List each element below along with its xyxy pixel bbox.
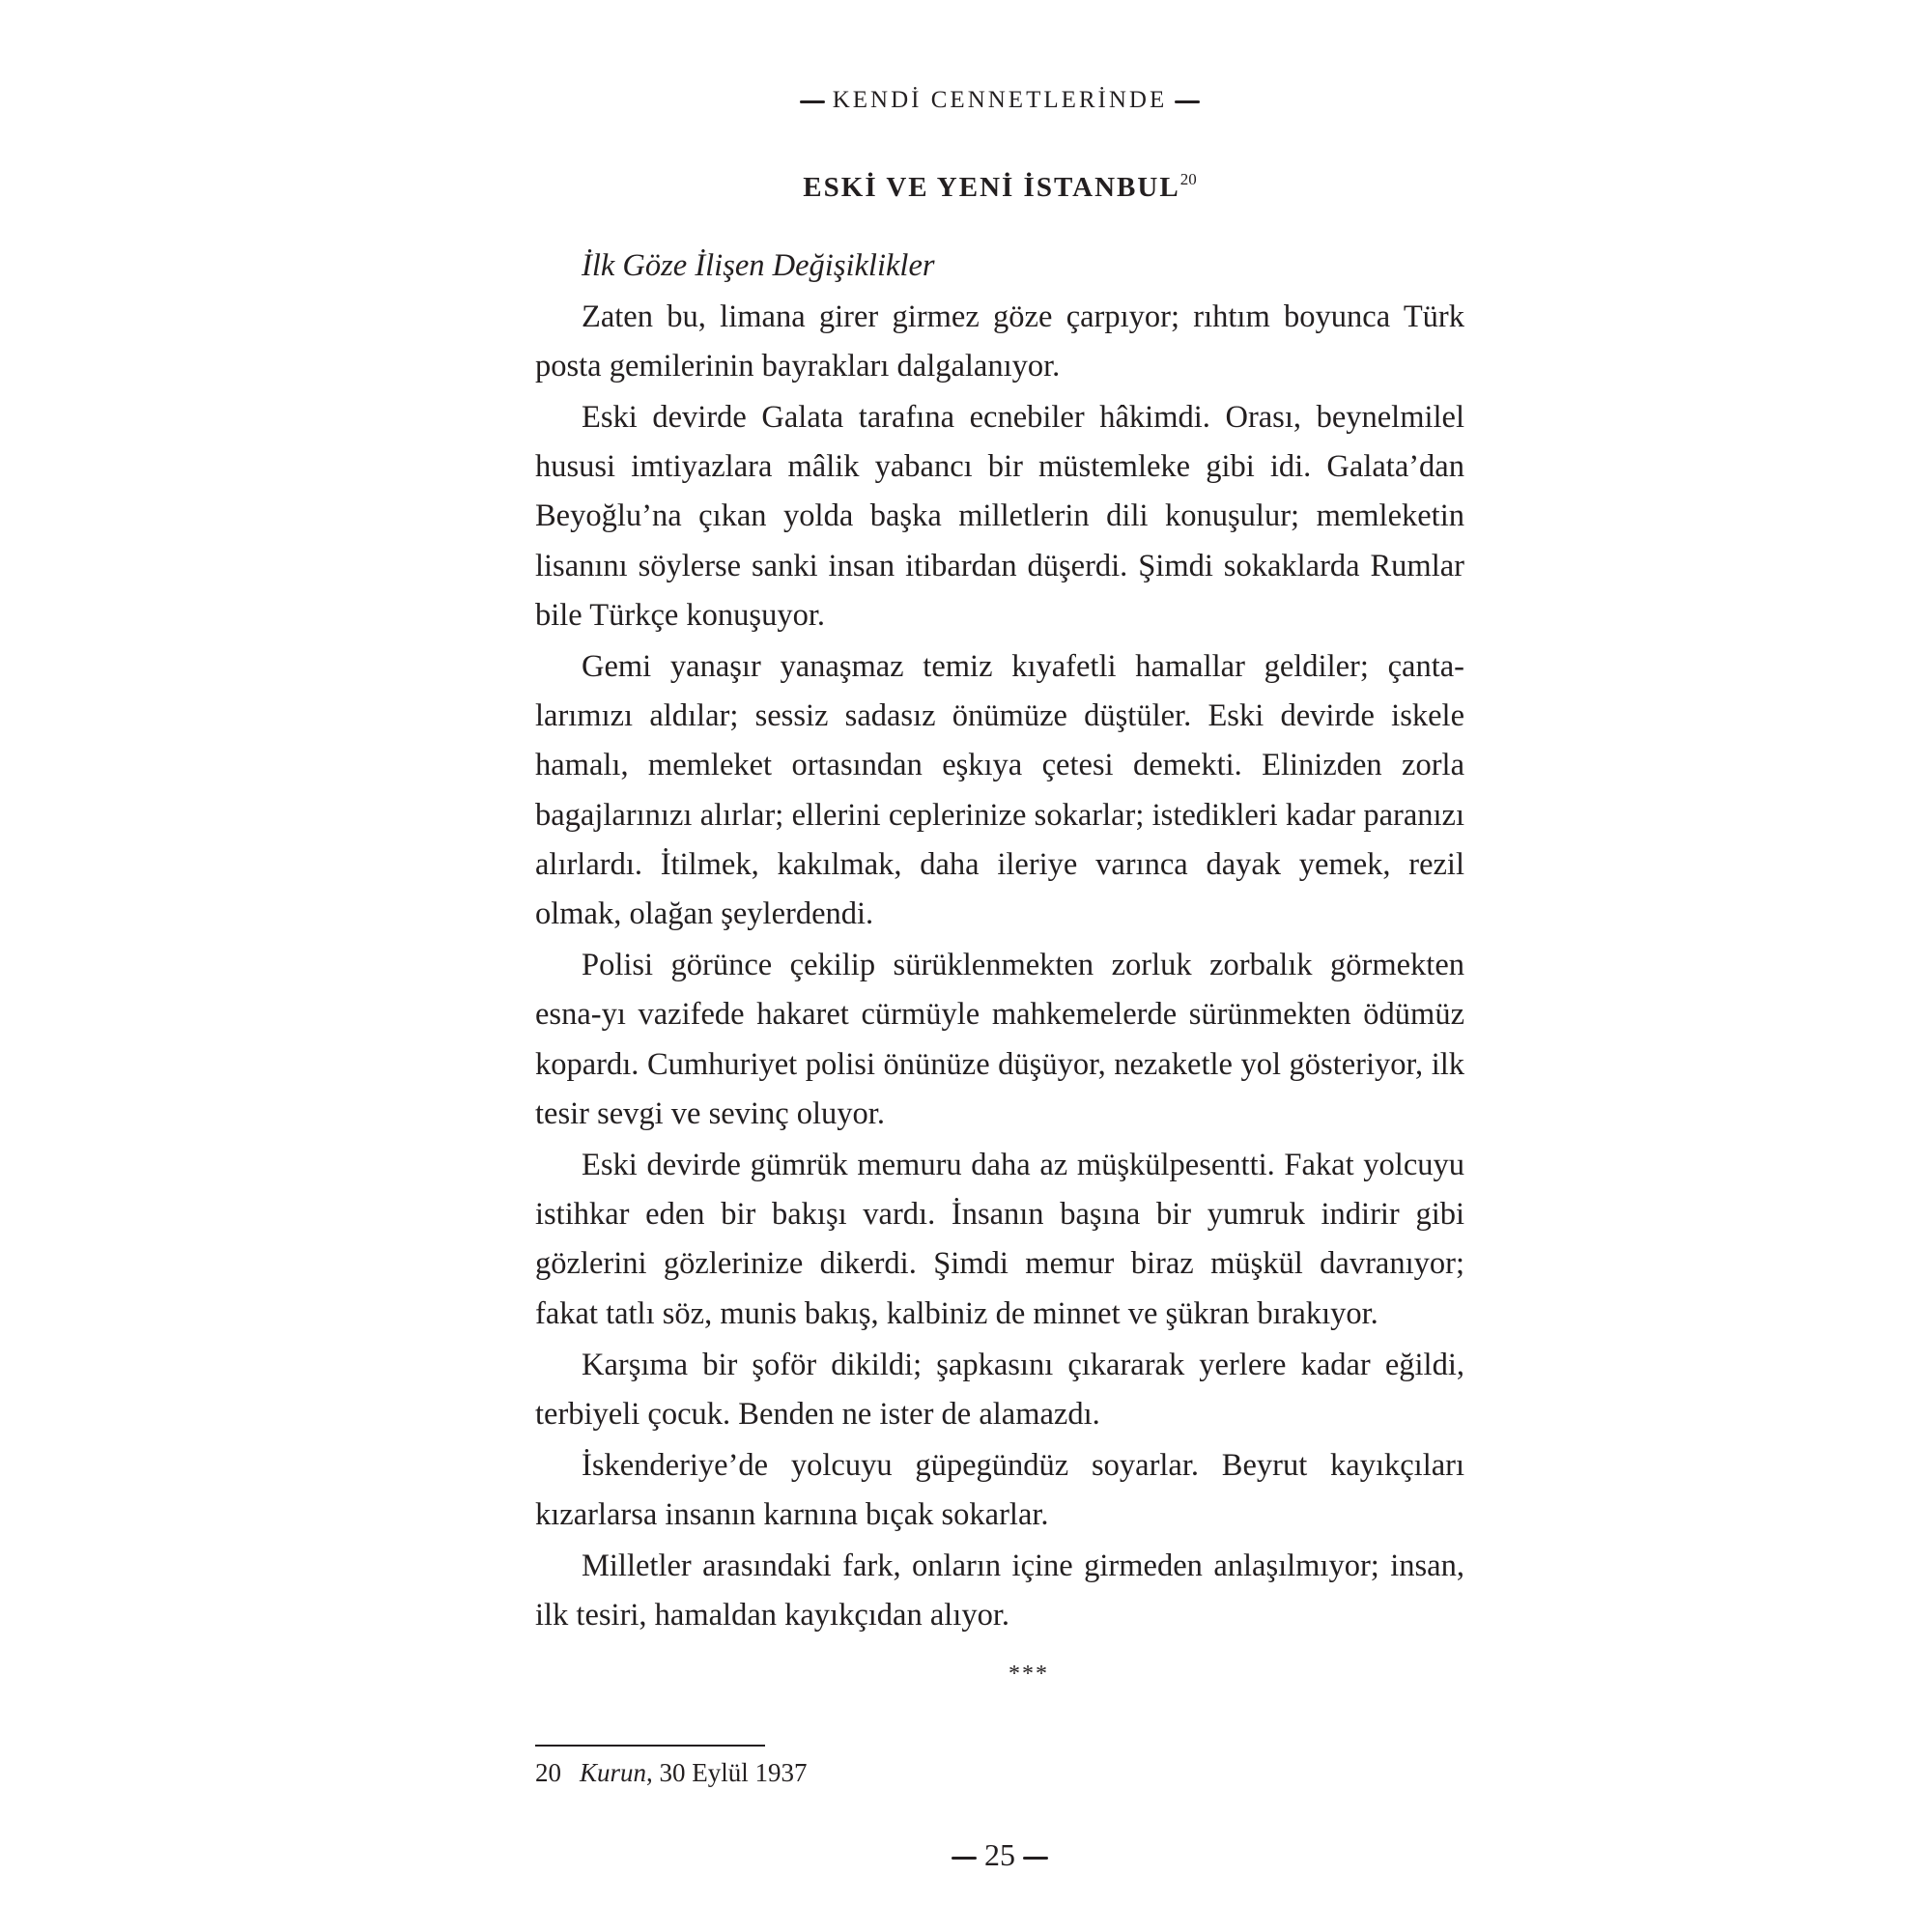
footnote-number: 20 <box>535 1758 561 1787</box>
body-text <box>535 242 1464 1642</box>
running-head <box>535 85 1464 116</box>
paragraph: Milletler arasındaki fark, onların içine girmeden anlaşılmıyor; insan, ilk tesiri, hamaldan kayıkçıdan alıyor. <box>535 1548 1464 1634</box>
running-title: KENDİ CENNETLERİNDE <box>832 87 1168 113</box>
footnote-rule <box>535 1745 765 1747</box>
footnote-date: , 30 Eylül 1937 <box>646 1758 808 1787</box>
footnote-source: Kurun <box>580 1758 647 1787</box>
left-dash-ornament <box>800 100 825 103</box>
paragraph: Zaten bu, limana girer girmez göze çarpıyor; rıhtım boyunca Türk posta gemilerinin bayrakları dalgalanıyor. <box>535 298 1464 384</box>
paragraph: Polisi görünce çekilip sürüklenmekten zorluk zorbalık görmekten esna-yı vazifede hakaret cürmüyle mahkemelerde sürünmekten ödümüz kopardı. Cumhuriyet polisi önünüze düşüyor, nezaketle yol gösteriyor, ilk tesir sevgi ve sevinç oluyor. <box>535 948 1464 1132</box>
paragraph: Eski devirde Galata tarafına ecnebiler hâkimdi. Orası, beynelmilel hususi imtiyazlara mâlik yabancı bir müstemleke gibi idi. Galata’dan Beyoğlu’na çıkan yolda başka milletlerin dili konuşulur; memleketin lisanını söylerse sanki insan itibardan düşerdi. Şimdi sokaklarda Rumlar bile Türkçe konuşuyor. <box>535 399 1464 634</box>
chapter-title-text: ESKİ VE YENİ İSTANBUL <box>803 172 1180 203</box>
book-page <box>535 0 1464 1932</box>
right-dash-ornament <box>1023 1857 1048 1860</box>
footnote-reference: 20 <box>1179 170 1197 188</box>
right-dash-ornament <box>1175 100 1200 103</box>
paragraph: İskenderiye’de yolcuyu güpegündüz soyarlar. Beyrut kayıkçıları kızarlarsa insanın karnına bıçak sokarlar. <box>535 1447 1464 1532</box>
page-number-text: 25 <box>984 1837 1015 1872</box>
section-subheading: İlk Göze İlişen Değişiklikler <box>582 248 935 283</box>
footnote <box>535 1753 1464 1792</box>
paragraph: Eski devirde gümrük memuru daha az müşkülpesentti. Fakat yolcuyu istihkar eden bir bakışı vardı. İnsanın başına bir yumruk indirir gibi gözlerini gözlerinize dikerdi. Şimdi memur biraz müşkül davranıyor; fakat tatlı söz, munis bakış, kalbiniz de minnet ve şükran bırakıyor. <box>535 1147 1464 1331</box>
section-separator: *** <box>1009 1662 1049 1687</box>
page-number <box>535 1835 1464 1874</box>
left-dash-ornament <box>952 1857 977 1860</box>
paragraph: Karşıma bir şoför dikildi; şapkasını çıkararak yerlere kadar eğildi, terbiyeli çocuk. Benden ne ister de alamazdı. <box>535 1347 1464 1432</box>
chapter-title <box>535 160 1464 207</box>
paragraph: Gemi yanaşır yanaşmaz temiz kıyafetli hamallar geldiler; çantalarımızı aldılar; sessiz sadasız önümüze düştüler. Eski devirde iskele hamalı, memleket ortasından eşkıya çetesi demekti. Elinizden zorla bagajlarınızı alırlar; ellerini ceplerinize sokarlar; istedikleri kadar paranızı alırlardı. İtilmek, kakılmak, daha ileriye varınca dayak yemek, rezil olmak, olağan şeylerdendi. <box>535 648 1464 932</box>
